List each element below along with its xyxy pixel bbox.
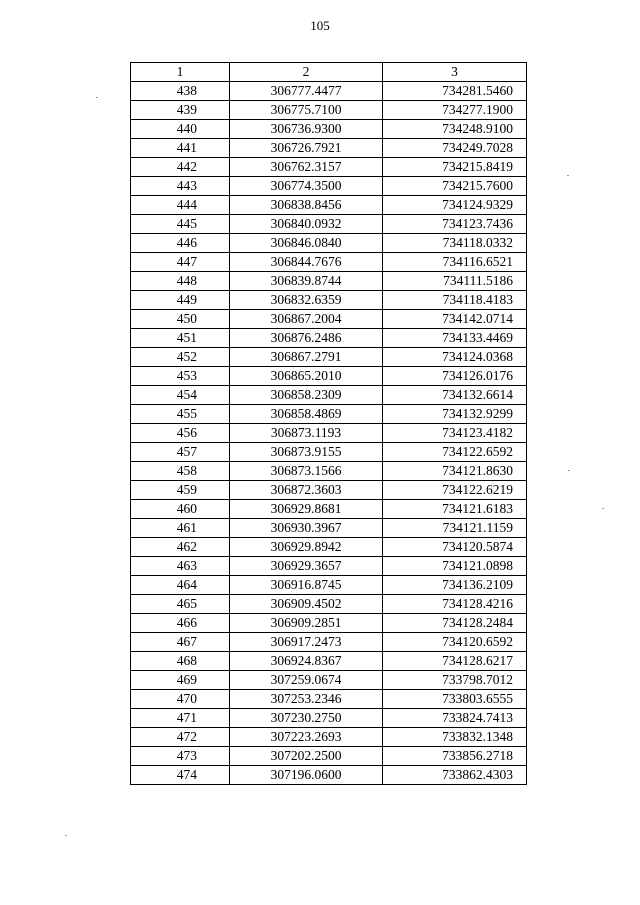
y-coordinate-cell: 734122.6219 bbox=[383, 481, 527, 500]
y-coordinate-cell: 734111.5186 bbox=[383, 272, 527, 291]
y-coordinate-cell: 734142.0714 bbox=[383, 310, 527, 329]
x-coordinate-cell: 306924.8367 bbox=[230, 652, 383, 671]
scan-speck bbox=[602, 508, 604, 509]
table-row bbox=[131, 519, 527, 538]
x-coordinate-cell: 306867.2004 bbox=[230, 310, 383, 329]
point-number-cell: 450 bbox=[131, 310, 230, 329]
x-coordinate-cell: 306777.4477 bbox=[230, 82, 383, 101]
table-row bbox=[131, 139, 527, 158]
table-row bbox=[131, 348, 527, 367]
table-row bbox=[131, 177, 527, 196]
coordinates-table bbox=[130, 62, 527, 785]
table-row bbox=[131, 633, 527, 652]
table-row bbox=[131, 101, 527, 120]
x-coordinate-cell: 306840.0932 bbox=[230, 215, 383, 234]
x-coordinate-cell: 306762.3157 bbox=[230, 158, 383, 177]
table-row bbox=[131, 690, 527, 709]
table-row bbox=[131, 652, 527, 671]
point-number-cell: 458 bbox=[131, 462, 230, 481]
table-row bbox=[131, 405, 527, 424]
y-coordinate-cell: 734120.5874 bbox=[383, 538, 527, 557]
table-row bbox=[131, 766, 527, 785]
x-coordinate-cell: 306929.8681 bbox=[230, 500, 383, 519]
y-coordinate-cell: 734249.7028 bbox=[383, 139, 527, 158]
point-number-cell: 440 bbox=[131, 120, 230, 139]
x-coordinate-cell: 307259.0674 bbox=[230, 671, 383, 690]
table-row bbox=[131, 272, 527, 291]
point-number-cell: 472 bbox=[131, 728, 230, 747]
x-coordinate-cell: 306929.3657 bbox=[230, 557, 383, 576]
page-number: 105 bbox=[310, 18, 330, 33]
y-coordinate-cell: 734126.0176 bbox=[383, 367, 527, 386]
y-coordinate-cell: 734128.4216 bbox=[383, 595, 527, 614]
point-number-cell: 457 bbox=[131, 443, 230, 462]
point-number-cell: 454 bbox=[131, 386, 230, 405]
point-number-cell: 471 bbox=[131, 709, 230, 728]
table-row bbox=[131, 291, 527, 310]
y-coordinate-cell: 734123.4182 bbox=[383, 424, 527, 443]
x-coordinate-cell: 306930.3967 bbox=[230, 519, 383, 538]
scan-speck bbox=[568, 470, 570, 471]
y-coordinate-cell: 734121.8630 bbox=[383, 462, 527, 481]
point-number-cell: 441 bbox=[131, 139, 230, 158]
scan-speck bbox=[65, 835, 67, 836]
y-coordinate-cell: 734118.4183 bbox=[383, 291, 527, 310]
table-row bbox=[131, 538, 527, 557]
x-coordinate-cell: 307202.2500 bbox=[230, 747, 383, 766]
table-row bbox=[131, 728, 527, 747]
x-coordinate-cell: 306873.1566 bbox=[230, 462, 383, 481]
table-row bbox=[131, 557, 527, 576]
point-number-cell: 465 bbox=[131, 595, 230, 614]
x-coordinate-cell: 306774.3500 bbox=[230, 177, 383, 196]
point-number-cell: 455 bbox=[131, 405, 230, 424]
y-coordinate-cell: 734121.0898 bbox=[383, 557, 527, 576]
point-number-cell: 462 bbox=[131, 538, 230, 557]
x-coordinate-cell: 306865.2010 bbox=[230, 367, 383, 386]
point-number-cell: 439 bbox=[131, 101, 230, 120]
table-row bbox=[131, 595, 527, 614]
x-coordinate-cell: 306736.9300 bbox=[230, 120, 383, 139]
y-coordinate-cell: 734116.6521 bbox=[383, 253, 527, 272]
point-number-cell: 463 bbox=[131, 557, 230, 576]
table-body bbox=[131, 82, 527, 785]
header-row bbox=[131, 63, 527, 82]
point-number-cell: 466 bbox=[131, 614, 230, 633]
scan-speck bbox=[567, 175, 569, 176]
point-number-cell: 447 bbox=[131, 253, 230, 272]
point-number-cell: 446 bbox=[131, 234, 230, 253]
table-row bbox=[131, 709, 527, 728]
x-coordinate-cell: 306858.2309 bbox=[230, 386, 383, 405]
y-coordinate-cell: 734118.0332 bbox=[383, 234, 527, 253]
y-coordinate-cell: 734124.0368 bbox=[383, 348, 527, 367]
x-coordinate-cell: 306876.2486 bbox=[230, 329, 383, 348]
x-coordinate-cell: 306873.9155 bbox=[230, 443, 383, 462]
table-header bbox=[131, 63, 527, 82]
y-coordinate-cell: 733824.7413 bbox=[383, 709, 527, 728]
point-number-cell: 444 bbox=[131, 196, 230, 215]
point-number-cell: 474 bbox=[131, 766, 230, 785]
column-header-y: 3 bbox=[383, 63, 527, 82]
y-coordinate-cell: 734277.1900 bbox=[383, 101, 527, 120]
table-row bbox=[131, 500, 527, 519]
x-coordinate-cell: 306838.8456 bbox=[230, 196, 383, 215]
x-coordinate-cell: 306917.2473 bbox=[230, 633, 383, 652]
y-coordinate-cell: 734122.6592 bbox=[383, 443, 527, 462]
table-row bbox=[131, 481, 527, 500]
point-number-cell: 451 bbox=[131, 329, 230, 348]
y-coordinate-cell: 734281.5460 bbox=[383, 82, 527, 101]
y-coordinate-cell: 734128.6217 bbox=[383, 652, 527, 671]
y-coordinate-cell: 733856.2718 bbox=[383, 747, 527, 766]
point-number-cell: 452 bbox=[131, 348, 230, 367]
x-coordinate-cell: 306872.3603 bbox=[230, 481, 383, 500]
y-coordinate-cell: 733803.6555 bbox=[383, 690, 527, 709]
y-coordinate-cell: 734132.9299 bbox=[383, 405, 527, 424]
y-coordinate-cell: 734121.6183 bbox=[383, 500, 527, 519]
point-number-cell: 459 bbox=[131, 481, 230, 500]
x-coordinate-cell: 306832.6359 bbox=[230, 291, 383, 310]
table-row bbox=[131, 443, 527, 462]
column-header-point-number: 1 bbox=[131, 63, 230, 82]
point-number-cell: 460 bbox=[131, 500, 230, 519]
y-coordinate-cell: 734128.2484 bbox=[383, 614, 527, 633]
x-coordinate-cell: 306844.7676 bbox=[230, 253, 383, 272]
table-row bbox=[131, 424, 527, 443]
x-coordinate-cell: 306867.2791 bbox=[230, 348, 383, 367]
table-row bbox=[131, 253, 527, 272]
y-coordinate-cell: 734120.6592 bbox=[383, 633, 527, 652]
point-number-cell: 443 bbox=[131, 177, 230, 196]
x-coordinate-cell: 306839.8744 bbox=[230, 272, 383, 291]
x-coordinate-cell: 306858.4869 bbox=[230, 405, 383, 424]
point-number-cell: 468 bbox=[131, 652, 230, 671]
table-row bbox=[131, 234, 527, 253]
point-number-cell: 469 bbox=[131, 671, 230, 690]
x-coordinate-cell: 307253.2346 bbox=[230, 690, 383, 709]
table-row bbox=[131, 386, 527, 405]
table-row bbox=[131, 82, 527, 101]
x-coordinate-cell: 306909.4502 bbox=[230, 595, 383, 614]
y-coordinate-cell: 734248.9100 bbox=[383, 120, 527, 139]
point-number-cell: 445 bbox=[131, 215, 230, 234]
point-number-cell: 449 bbox=[131, 291, 230, 310]
table-row bbox=[131, 329, 527, 348]
y-coordinate-cell: 734121.1159 bbox=[383, 519, 527, 538]
y-coordinate-cell: 734124.9329 bbox=[383, 196, 527, 215]
point-number-cell: 473 bbox=[131, 747, 230, 766]
x-coordinate-cell: 307223.2693 bbox=[230, 728, 383, 747]
x-coordinate-cell: 306846.0840 bbox=[230, 234, 383, 253]
point-number-cell: 438 bbox=[131, 82, 230, 101]
point-number-cell: 442 bbox=[131, 158, 230, 177]
table-row bbox=[131, 614, 527, 633]
point-number-cell: 467 bbox=[131, 633, 230, 652]
x-coordinate-cell: 307230.2750 bbox=[230, 709, 383, 728]
x-coordinate-cell: 307196.0600 bbox=[230, 766, 383, 785]
table-row bbox=[131, 310, 527, 329]
point-number-cell: 448 bbox=[131, 272, 230, 291]
x-coordinate-cell: 306909.2851 bbox=[230, 614, 383, 633]
y-coordinate-cell: 734215.7600 bbox=[383, 177, 527, 196]
table-row bbox=[131, 215, 527, 234]
y-coordinate-cell: 733798.7012 bbox=[383, 671, 527, 690]
y-coordinate-cell: 734215.8419 bbox=[383, 158, 527, 177]
scan-speck bbox=[96, 97, 98, 98]
point-number-cell: 461 bbox=[131, 519, 230, 538]
point-number-cell: 453 bbox=[131, 367, 230, 386]
point-number-cell: 456 bbox=[131, 424, 230, 443]
y-coordinate-cell: 733832.1348 bbox=[383, 728, 527, 747]
table-row bbox=[131, 576, 527, 595]
y-coordinate-cell: 733862.4303 bbox=[383, 766, 527, 785]
table-row bbox=[131, 120, 527, 139]
table-row bbox=[131, 462, 527, 481]
table-row bbox=[131, 196, 527, 215]
x-coordinate-cell: 306873.1193 bbox=[230, 424, 383, 443]
point-number-cell: 464 bbox=[131, 576, 230, 595]
y-coordinate-cell: 734132.6614 bbox=[383, 386, 527, 405]
table-row bbox=[131, 671, 527, 690]
x-coordinate-cell: 306775.7100 bbox=[230, 101, 383, 120]
x-coordinate-cell: 306929.8942 bbox=[230, 538, 383, 557]
table-row bbox=[131, 367, 527, 386]
y-coordinate-cell: 734136.2109 bbox=[383, 576, 527, 595]
y-coordinate-cell: 734133.4469 bbox=[383, 329, 527, 348]
table-row bbox=[131, 747, 527, 766]
x-coordinate-cell: 306916.8745 bbox=[230, 576, 383, 595]
table-row bbox=[131, 158, 527, 177]
column-header-x: 2 bbox=[230, 63, 383, 82]
point-number-cell: 470 bbox=[131, 690, 230, 709]
x-coordinate-cell: 306726.7921 bbox=[230, 139, 383, 158]
y-coordinate-cell: 734123.7436 bbox=[383, 215, 527, 234]
